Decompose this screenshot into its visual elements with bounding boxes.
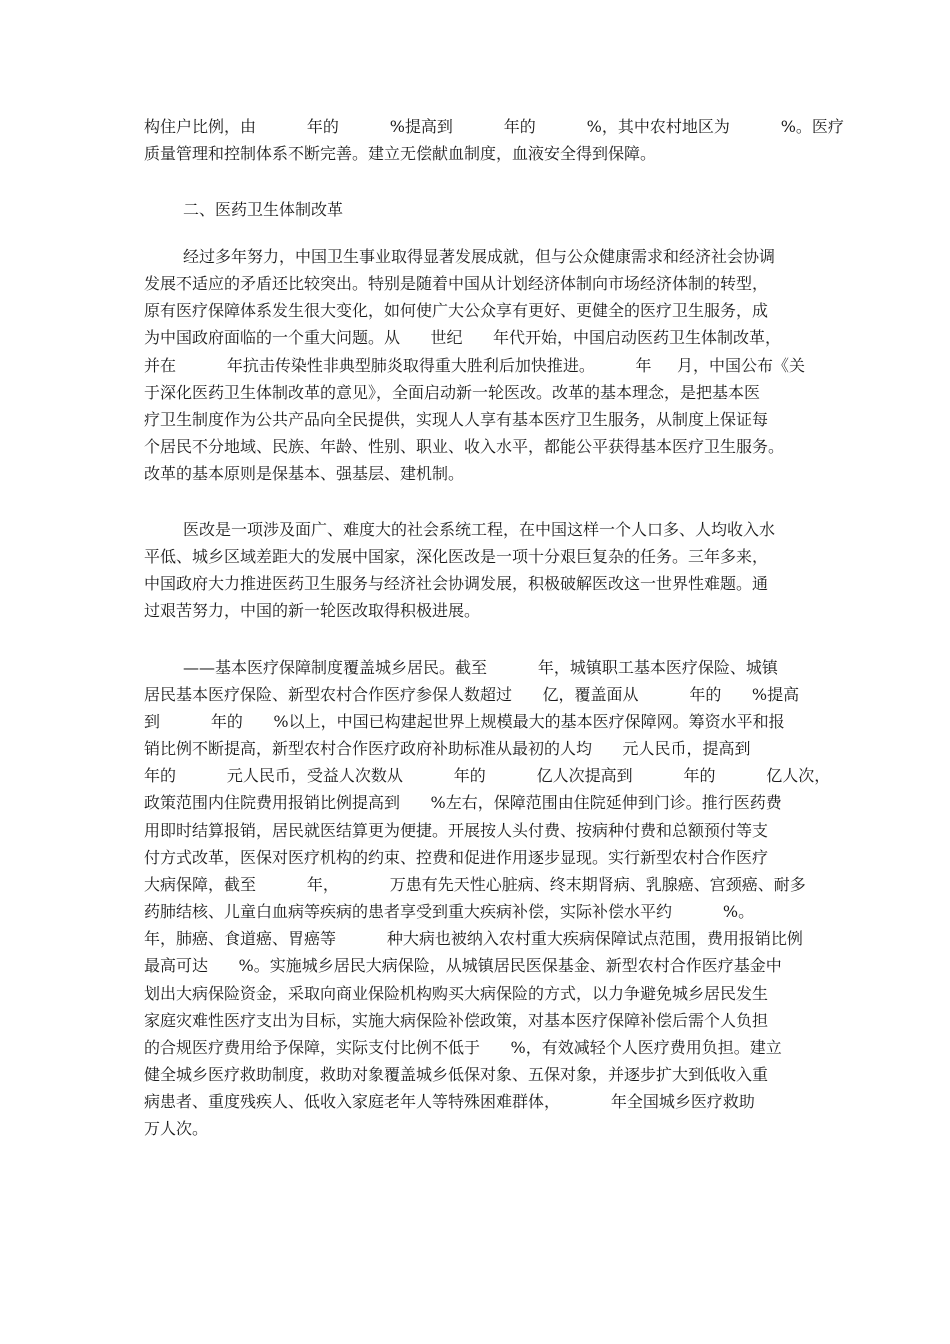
text-line: 付方式改革，医保对医疗机构的约束、控费和促进作用逐步显现。实行新型农村合作医疗 xyxy=(144,848,769,867)
text-line: 用即时结算报销，居民就医结算更为便捷。开展按人头付费、按病种付费和总额预付等支 xyxy=(144,821,769,840)
text-line: 的合规医疗费用给予保障，实际支付比例不低于 %，有效减轻个人医疗费用负担。建立 xyxy=(144,1038,782,1057)
text-line: 最高可达 %。实施城乡居民大病保险，从城镇居民医保基金、新型农村合作医疗基金中 xyxy=(144,956,782,975)
text-line: 原有医疗保障体系发生很大变化，如何使广大公众享有更好、更健全的医疗卫生服务，成 xyxy=(144,301,769,320)
text-line: 医改是一项涉及面广、难度大的社会系统工程，在中国这样一个人口多、人均收入水 xyxy=(183,520,776,539)
text-line: 过艰苦努力，中国的新一轮医改取得积极进展。 xyxy=(144,601,481,620)
text-line: 构住户比例，由 年的 %提高到 年的 %，其中农村地区为 %。医疗 xyxy=(144,117,844,136)
text-line: 年的 元人民币，受益人次数从 年的 亿人次提高到 年的 亿人次， xyxy=(144,766,831,785)
text-line: 疗卫生制度作为公共产品向全民提供，实现人人享有基本医疗卫生服务，从制度上保证每 xyxy=(144,410,769,429)
text-line: 质量管理和控制体系不断完善。建立无偿献血制度，血液安全得到保障。 xyxy=(144,144,657,163)
text-line: ——基本医疗保障制度覆盖城乡居民。截至 年，城镇职工基本医疗保险、城镇 xyxy=(183,658,778,677)
text-line: 健全城乡医疗救助制度，救助对象覆盖城乡低保对象、五保对象，并逐步扩大到低收入重 xyxy=(144,1065,769,1084)
text-line: 政策范围内住院费用报销比例提高到 %左右，保障范围由住院延伸到门诊。推行医药费 xyxy=(144,793,782,812)
text-line: 病患者、重度残疾人、低收入家庭老年人等特殊困难群体， 年全国城乡医疗救助 xyxy=(144,1092,755,1111)
text-line: 划出大病保险资金，采取向商业保险机构购买大病保险的方式，以力争避免城乡居民发生 xyxy=(144,984,769,1003)
text-line: 万人次。 xyxy=(144,1119,209,1138)
text-line: 大病保障，截至 年， 万患有先天性心脏病、终末期肾病、乳腺癌、宫颈癌、耐多 xyxy=(144,875,806,894)
text-line: 年，肺癌、食道癌、胃癌等 种大病也被纳入农村重大疾病保障试点范围，费用报销比例 xyxy=(144,929,803,948)
text-line: 中国政府大力推进医药卫生服务与经济社会协调发展，积极破解医改这一世界性难题。通 xyxy=(144,574,769,593)
text-line: 为中国政府面临的一个重大问题。从 世纪 年代开始，中国启动医药卫生体制改革， xyxy=(144,328,782,347)
text-line: 居民基本医疗保险、新型农村合作医疗参保人数超过 亿，覆盖面从 年的 %提高 xyxy=(144,685,800,704)
text-line: 平低、城乡区域差距大的发展中国家，深化医改是一项十分艰巨复杂的任务。三年多来， xyxy=(144,547,769,566)
text-line: 到 年的 %以上，中国已构建起世界上规模最大的基本医疗保障网。筹资水平和报 xyxy=(144,712,785,731)
text-line: 销比例不断提高，新型农村合作医疗政府补助标准从最初的人均 元人民币，提高到 xyxy=(144,739,751,758)
text-line: 家庭灾难性医疗支出为目标，实施大病保险补偿政策，对基本医疗保障补偿后需个人负担 xyxy=(144,1011,769,1030)
text-line: 药肺结核、儿童白血病等疾病的患者享受到重大疾病补偿，实际补偿水平约 %。 xyxy=(144,902,755,921)
text-line: 发展不适应的矛盾还比较突出。特别是随着中国从计划经济体制向市场经济体制的转型， xyxy=(144,274,769,293)
text-line: 并在 年抗击传染性非典型肺炎取得重大胜利后加快推进。 年 月，中国公布《关 xyxy=(144,356,805,375)
text-line: 个居民不分地域、民族、年龄、性别、职业、收入水平，都能公平获得基本医疗卫生服务。 xyxy=(144,437,785,456)
text-line: 于深化医药卫生体制改革的意见》，全面启动新一轮医改。改革的基本理念，是把基本医 xyxy=(144,383,761,402)
section-heading: 二、医药卫生体制改革 xyxy=(183,200,344,219)
text-line: 改革的基本原则是保基本、强基层、建机制。 xyxy=(144,464,465,483)
text-line: 经过多年努力，中国卫生事业取得显著发展成就，但与公众健康需求和经济社会协调 xyxy=(183,247,776,266)
